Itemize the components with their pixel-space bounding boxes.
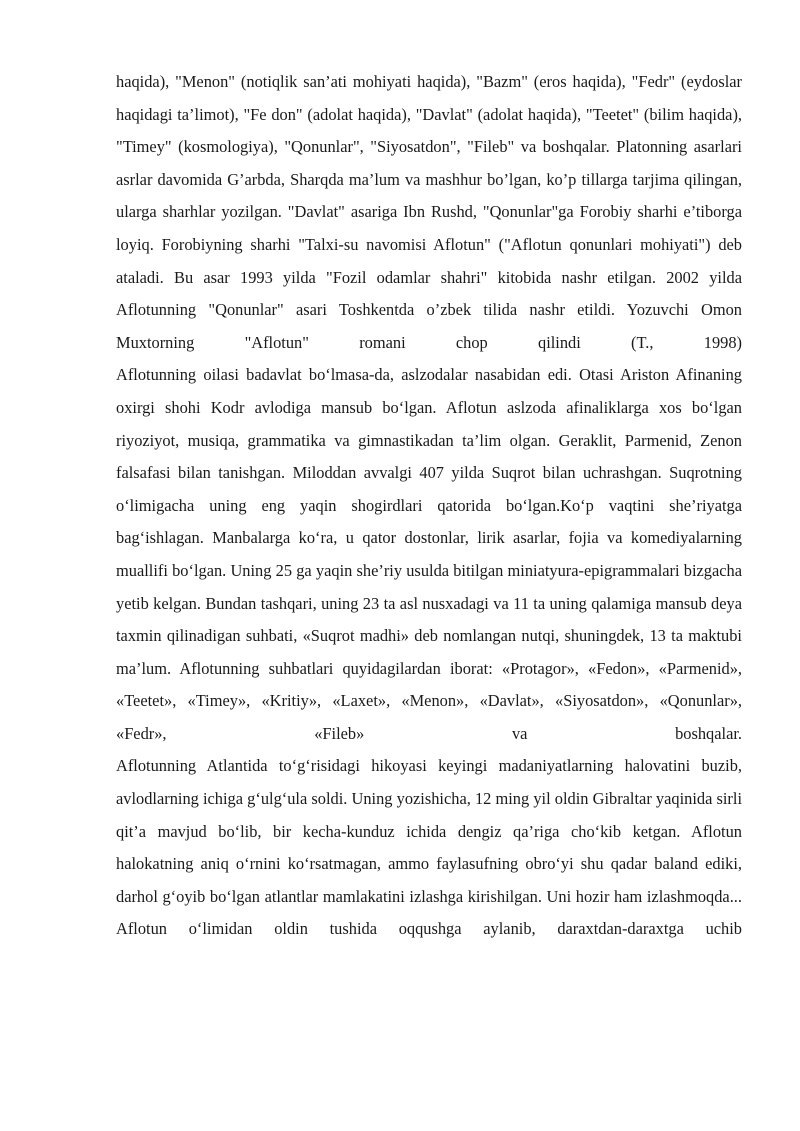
document-page	[116, 66, 742, 946]
paragraph-atlantida: Aflotunning Atlantida to‘g‘risidagi hikoyasi keyingi madaniyatlarning halovatini buzib, avlodlarning ichiga g‘ulg‘ula soldi. Uning yozishicha, 12 ming yil oldin Gibraltar yaqinida sirli qit’a mavjud bo‘lib, bir kecha-kunduz ichida dengiz qa’riga cho‘kib ketgan. Aflotun halokatning aniq o‘rnini ko‘rsatmagan, ammo faylasufning obro‘yi shu qadar baland ediki, darhol g‘oyib bo‘lgan atlantlar mamlakatini izlashga kirishilgan. Uni hozir ham izlashmoqda...	[116, 756, 742, 906]
paragraph-platon-works: haqida), "Menon" (notiqlik san’ati mohiyati haqida), "Bazm" (eros haqida), "Fedr" (eydoslar haqidagi ta’limot), "Fe don" (adolat haqida), "Davlat" (adolat haqida), "Teetet" (bilim haqida), "Timey" (kosmologiya), "Qonunlar", "Siyosatdon", "Fileb" va boshqalar. Platonning asarlari asrlar davomida G’arbda, Sharqda ma’lum va mashhur bo’lgan, ko’p tillarga tarjima qilingan, ularga sharhlar yozilgan. "Davlat" asariga Ibn Rushd, "Qonunlar"ga Forobiy sharhi e’tiborga loyiq. Forobiyning sharhi "Talxi-su navomisi Aflotun" ("Aflotun qonunlari mohiyati") deb ataladi. Bu asar 1993 yilda "Fozil odamlar shahri" kitobida nashr etilgan. 2002 yilda Aflotunning "Qonunlar" asari Toshkentda o’zbek tilida nashr etildi. Yozuvchi Omon Muxtorning "Aflotun" romani chop qilindi (T., 1998)	[116, 72, 742, 352]
paragraph-aflotun-death: Aflotun o‘limidan oldin tushida oqqushga aylanib, daraxtdan-daraxtga uchib	[116, 919, 742, 939]
paragraph-aflotun-biography: Aflotunning oilasi badavlat bo‘lmasa-da, aslzodalar nasabidan edi. Otasi Ariston Afinaning oxirgi shohi Kodr avlodiga mansub bo‘lgan. Aflotun aslzoda afinaliklarga xos bo‘lgan riyoziyot, musiqa, grammatika va gimnastikadan ta’lim olgan. Geraklit, Parmenid, Zenon falsafasi bilan tanishgan. Miloddan avvalgi 407 yilda Suqrot bilan uchrashgan. Suqrotning o‘limigacha uning eng yaqin shogirdlari qatorida bo‘lgan.Ko‘p vaqtini she’riyatga bag‘ishlagan. Manbalarga ko‘ra, u qator dostonlar, lirik asarlar, fojia va komediyalarning muallifi bo‘lgan. Uning 25 ga yaqin she’riy usulda bitilgan miniatyura-epigrammalari bizgacha yetib kelgan. Bundan tashqari, uning 23 ta asl nusxadagi va 11 ta uning qalamiga mansub deya taxmin qilinadigan suhbati, «Suqrot madhi» deb nomlangan nutqi, shuningdek, 13 ta maktubi ma’lum. Aflotunning suhbatlari quyidagilardan iborat: «Protagor», «Fedon», «Parmenid», «Teetet», «Timey», «Kritiy», «Laxet», «Menon», «Davlat», «Siyosatdon», «Qonunlar», «Fedr», «Fileb» va boshqalar.	[116, 365, 742, 743]
